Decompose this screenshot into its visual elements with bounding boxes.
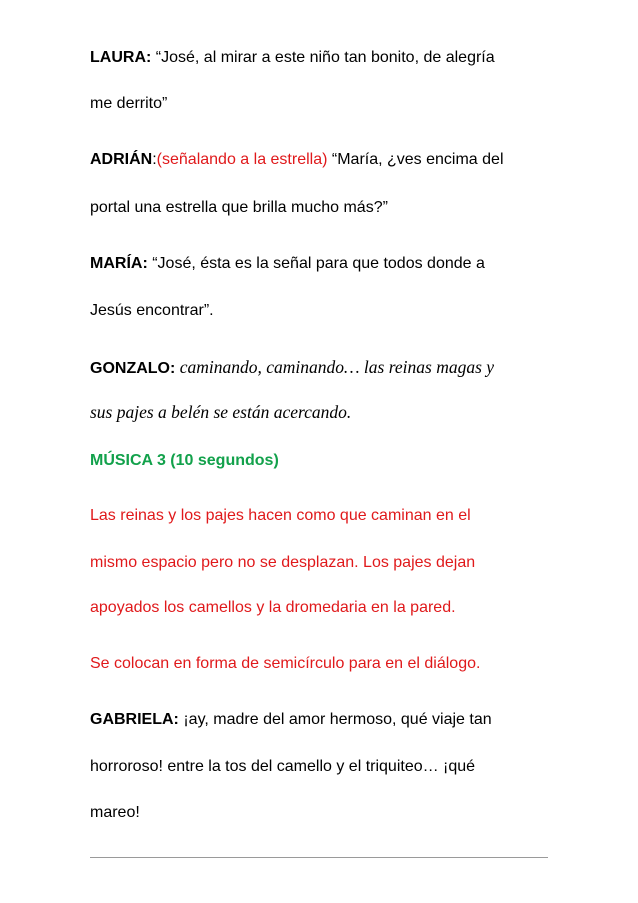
dialogue-line bbox=[90, 94, 167, 114]
speaker-name: GABRIELA: bbox=[90, 711, 179, 728]
dialogue-text: “José, ésta es la señal para que todos donde a bbox=[147, 255, 485, 272]
speaker-name: LAURA: bbox=[90, 49, 152, 66]
dialogue-text: horroroso! entre la tos del camello y el triquiteo… ¡qué bbox=[90, 758, 476, 775]
stage-direction: Se colocan en forma de semicírculo para en el diálogo. bbox=[90, 655, 481, 672]
dialogue-line bbox=[90, 301, 214, 321]
stage-direction: mismo espacio pero no se desplazan. Los pajes dejan bbox=[90, 554, 476, 571]
dialogue-line bbox=[90, 48, 495, 68]
dialogue-text: sus pajes a belén se están acercando. bbox=[90, 402, 352, 422]
dialogue-line bbox=[90, 757, 475, 777]
dialogue-text: mareo! bbox=[90, 804, 140, 821]
dialogue-text: portal una estrella que brilla mucho más?” bbox=[90, 199, 388, 216]
dialogue-text: “María, ¿ves encima del bbox=[327, 151, 504, 168]
dialogue-line bbox=[90, 803, 140, 823]
dialogue-text: “José, al mirar a este niño tan bonito, de alegría bbox=[151, 49, 495, 66]
dialogue-text: me derrito” bbox=[90, 95, 168, 112]
speaker-name: ADRIÁN bbox=[90, 151, 153, 168]
stage-direction: Las reinas y los pajes hacen como que caminan en el bbox=[90, 507, 471, 524]
speaker-colon: : bbox=[152, 151, 157, 168]
music-cue: MÚSICA 3 (10 segundos) bbox=[90, 452, 279, 469]
dialogue-text: ¡ay, madre del amor hermoso, qué viaje tan bbox=[178, 711, 492, 728]
dialogue-line bbox=[90, 150, 504, 170]
dialogue-line bbox=[90, 198, 388, 218]
stage-direction: (señalando a la estrella) bbox=[156, 151, 328, 168]
dialogue-line bbox=[90, 254, 485, 274]
dialogue-line bbox=[90, 357, 494, 379]
dialogue-line bbox=[90, 402, 351, 424]
dialogue-text: Jesús encontrar”. bbox=[90, 302, 214, 319]
dialogue-text: caminando, caminando… las reinas magas y bbox=[175, 357, 495, 377]
dialogue-line bbox=[90, 710, 492, 730]
stage-direction: apoyados los camellos y la dromedaria en la pared. bbox=[90, 599, 456, 616]
footer-divider bbox=[90, 857, 548, 858]
speaker-name: GONZALO: bbox=[90, 360, 176, 377]
speaker-name: MARÍA: bbox=[90, 255, 148, 272]
